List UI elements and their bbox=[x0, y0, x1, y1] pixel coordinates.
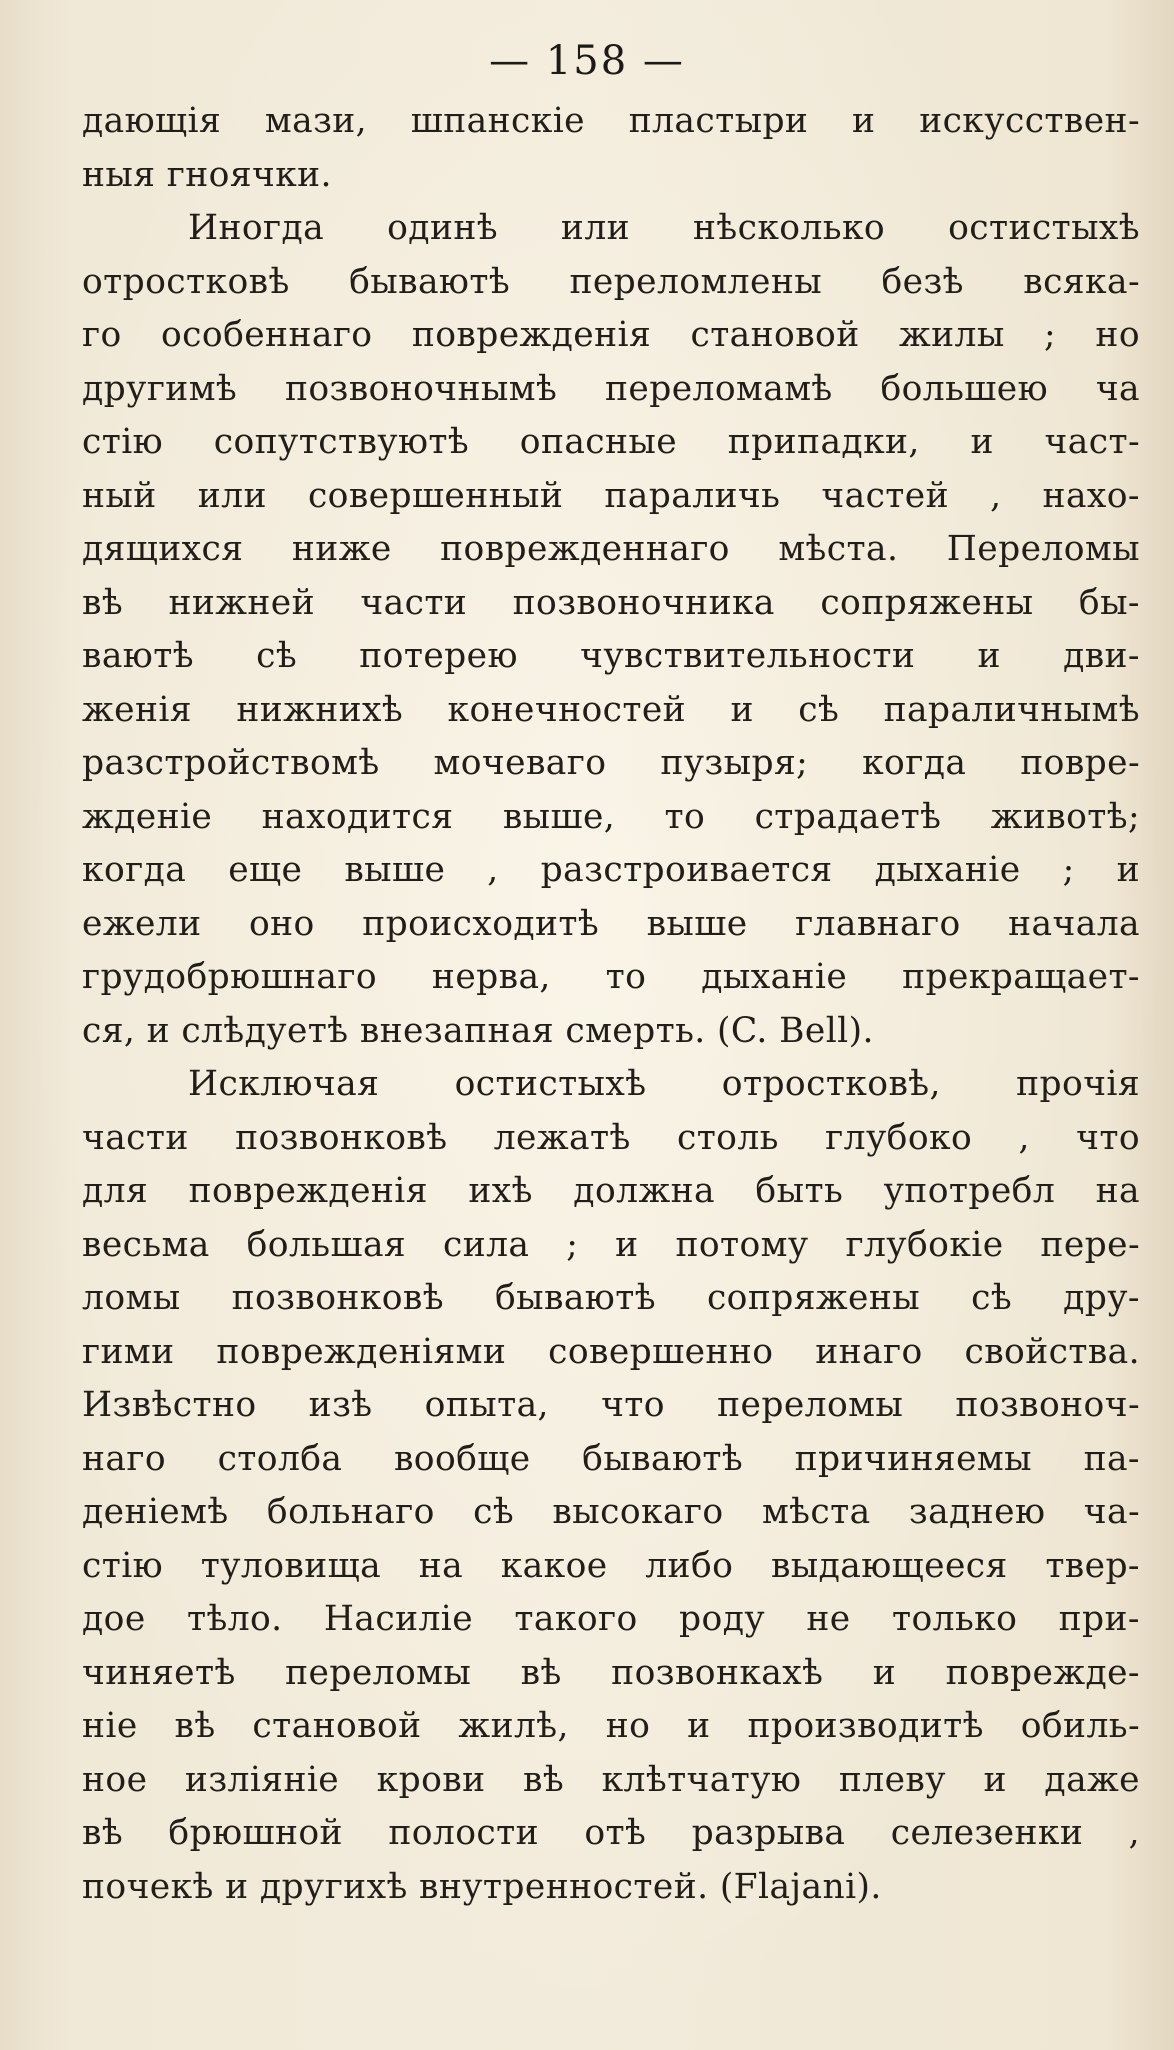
text-line: ный или совершенный параличь частей , нахо- bbox=[82, 475, 1140, 516]
text-line: дое тѣло. Насиліе такого роду не только при- bbox=[82, 1599, 1140, 1639]
text-line: деніемѣ больнаго сѣ высокаго мѣста заднею ча- bbox=[82, 1492, 1140, 1532]
text-line: вѣ брюшной полости отѣ разрыва селезенки , bbox=[82, 1813, 1140, 1853]
text-line: грудобрюшнаго нерва, то дыханіе прекращает- bbox=[82, 957, 1140, 997]
text-line: женія нижнихѣ конечностей и сѣ параличнымѣ bbox=[82, 689, 1140, 730]
text-line: ніе вѣ становой жилѣ, но и производитѣ обиль- bbox=[82, 1706, 1140, 1746]
page-number: — 158 — bbox=[489, 38, 685, 84]
text-line: ныя гноячки. bbox=[82, 154, 332, 195]
text-line: Исключая остистыхѣ отростковѣ, прочія bbox=[188, 1064, 1140, 1104]
text-line: наго столба вообще бываютѣ причиняемы па- bbox=[82, 1438, 1140, 1479]
text-line: вѣ нижней части позвоночника сопряжены бы- bbox=[82, 582, 1140, 623]
text-line: чиняетѣ переломы вѣ позвонкахѣ и поврежде- bbox=[82, 1652, 1140, 1693]
text-line: ся, и слѣдуетѣ внезапная смерть. (C. Bell). bbox=[82, 1010, 874, 1051]
text-line: весьма большая сила ; и потому глубокіе пере- bbox=[82, 1224, 1140, 1265]
text-line: другимѣ позвоночнымѣ переломамѣ большею ча bbox=[82, 368, 1140, 409]
text-line: Иногда одинѣ или нѣсколько остистыхѣ bbox=[188, 208, 1140, 248]
text-line: разстройствомѣ мочеваго пузыря; когда повре- bbox=[82, 743, 1140, 783]
text-line: ваютѣ сѣ потерею чувствительности и дви- bbox=[82, 636, 1140, 676]
text-line: гими поврежденіями совершенно инаго свойства. bbox=[82, 1331, 1140, 1372]
text-line: ломы позвонковѣ бываютѣ сопряжены сѣ дру- bbox=[82, 1278, 1140, 1318]
text-line: Извѣстно изѣ опыта, что переломы позвоноч- bbox=[82, 1385, 1140, 1425]
text-line: го особеннаго поврежденія становой жилы ; но bbox=[82, 315, 1140, 355]
text-line: ежели оно происходитѣ выше главнаго начала bbox=[82, 903, 1140, 944]
text-line: стію сопутствуютѣ опасные припадки, и част- bbox=[82, 422, 1140, 462]
text-line: части позвонковѣ лежатѣ столь глубоко , что bbox=[82, 1117, 1140, 1158]
text-line: ное изліяніе крови вѣ клѣтчатую плеву и даже bbox=[82, 1759, 1140, 1800]
text-line: почекѣ и другихѣ внутренностей. (Flajani). bbox=[82, 1866, 882, 1907]
text-line: отростковѣ бываютѣ переломлены безѣ всяка- bbox=[82, 261, 1140, 302]
text-line: когда еще выше , разстроивается дыханіе ; и bbox=[82, 850, 1140, 890]
text-line: для поврежденія ихѣ должна быть употребл на bbox=[82, 1171, 1140, 1211]
text-line: дающія мази, шпанскіе пластыри и искусствен- bbox=[82, 101, 1140, 141]
body-text bbox=[82, 95, 1140, 1914]
text-line: стію туловища на какое либо выдающееся твер- bbox=[82, 1545, 1140, 1586]
text-line: дящихся ниже поврежденнаго мѣста. Переломы bbox=[82, 529, 1140, 569]
text-line: жденіе находится выше, то страдаетѣ животѣ; bbox=[82, 796, 1140, 837]
